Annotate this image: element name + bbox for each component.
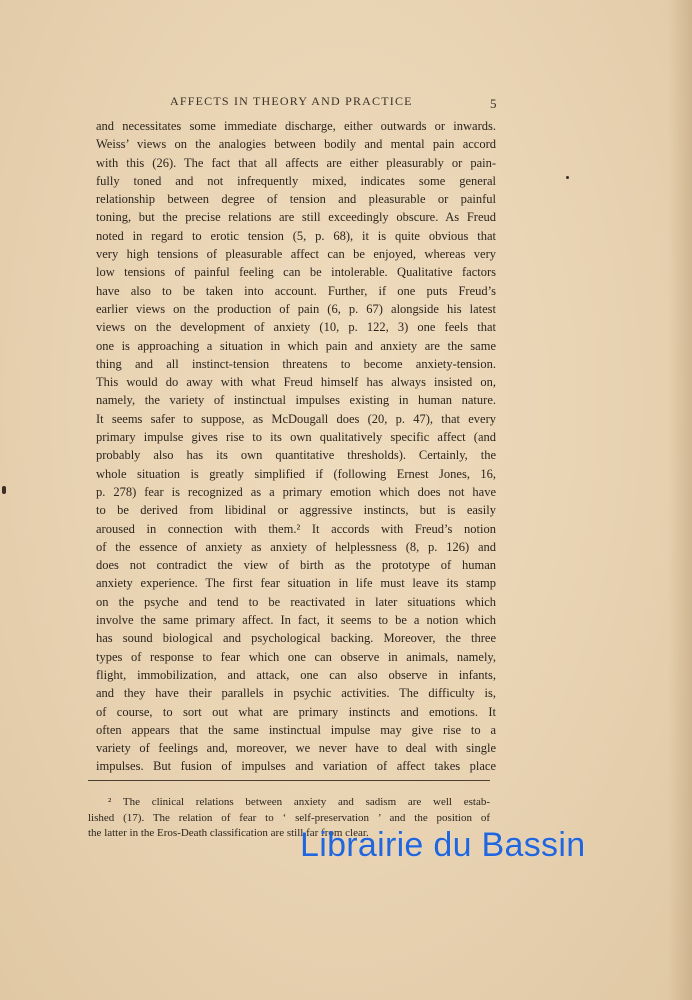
text-line: and necessitates some immediate discharge, either outwards or inwards. bbox=[96, 119, 496, 133]
text-line: does not contradict the view of birth as the prototype of human bbox=[96, 558, 496, 573]
text-line: p. 278) fear is recognized as a primary emotion which does not have bbox=[96, 484, 496, 499]
text-line: toning, but the precise relations are still exceedingly obscure. As Freud bbox=[96, 210, 496, 225]
watermark-text: Librairie du Bassin bbox=[300, 826, 586, 864]
text-line: and they have their parallels in psychic activities. The difficulty is, bbox=[96, 686, 496, 701]
page-number: 5 bbox=[490, 96, 497, 111]
text-line: probably also has its own quantitative thresholds). Certainly, the bbox=[96, 448, 496, 463]
text-line: whole situation is greatly simplified if (following Ernest Jones, 16, bbox=[96, 466, 496, 481]
text-line: has sound biological and psychological backing. Moreover, the three bbox=[96, 631, 496, 646]
text-line: have also to be taken into account. Further, if one puts Freud’s bbox=[96, 283, 496, 298]
paper-speck bbox=[566, 176, 569, 179]
text-line: flight, immobilization, and attack, one can also observe in infants, bbox=[96, 667, 496, 682]
footnote-rule bbox=[88, 780, 490, 781]
text-line: often appears that the same instinctual impulse may give rise to a bbox=[96, 722, 496, 737]
page-edge-shadow bbox=[668, 0, 692, 1000]
body-text bbox=[96, 117, 496, 776]
text-line: fully toned and not infrequently mixed, indicates some general bbox=[96, 173, 496, 188]
text-line: It seems safer to suppose, as McDougall does (20, p. 47), that every bbox=[96, 411, 496, 426]
text-line: Weiss’ views on the analogies between bodily and mental pain accord bbox=[96, 137, 496, 152]
text-line: low tensions of painful feeling can be intolerable. Qualitative factors bbox=[96, 265, 496, 280]
footnote-line: ² The clinical relations between anxiety and sadism are well estab- bbox=[108, 796, 490, 808]
text-line: one is approaching a situation in which pain and anxiety are the same bbox=[96, 338, 496, 353]
text-line: very high tensions of pleasurable affect can be enjoyed, whereas very bbox=[96, 247, 496, 262]
text-line: This would do away with what Freud himself has always insisted on, bbox=[96, 375, 496, 390]
paper-speck bbox=[2, 486, 6, 494]
text-line: to be derived from libidinal or aggressive instincts, but is easily bbox=[96, 503, 496, 518]
running-head: AFFECTS IN THEORY AND PRACTICE bbox=[170, 94, 413, 108]
text-line: thing and all instinct-tension threatens to become anxiety-tension. bbox=[96, 356, 496, 371]
text-line: of the essence of anxiety as anxiety of helplessness (8, p. 126) and bbox=[96, 539, 496, 554]
text-line: views on the development of anxiety (10, p. 122, 3) one feels that bbox=[96, 320, 496, 335]
text-line: earlier views on the production of pain (6, p. 67) alongside his latest bbox=[96, 301, 496, 316]
text-line: anxiety experience. The first fear situation in life must leave its stamp bbox=[96, 576, 496, 591]
footnote-line: lished (17). The relation of fear to ‘ self-preservation ’ and the position of bbox=[88, 811, 490, 824]
text-line: on the psyche and tend to be reactivated in later situations which bbox=[96, 594, 496, 609]
text-line: aroused in connection with them.² It accords with Freud’s notion bbox=[96, 521, 496, 536]
text-line: noted in regard to erotic tension (5, p. 68), it is quite obvious that bbox=[96, 228, 496, 243]
text-line: types of response to fear which one can observe in animals, namely, bbox=[96, 649, 496, 664]
text-line: involve the same primary affect. In fact, it seems to be a notion which bbox=[96, 613, 496, 628]
footnote-line: the latter in the Eros-Death classification are still far from clear. bbox=[88, 827, 369, 839]
text-line: variety of feelings and, moreover, we never have to deal with single bbox=[96, 741, 496, 756]
text-line: relationship between degree of tension and pleasurable or painful bbox=[96, 192, 496, 207]
text-line: namely, the variety of instinctual impulses existing in human nature. bbox=[96, 393, 496, 408]
text-line: primary impulse gives rise to its own qualitatively specific affect (and bbox=[96, 430, 496, 445]
text-line: of course, to sort out what are primary instincts and emotions. It bbox=[96, 704, 496, 719]
text-line: with this (26). The fact that all affects are either pleasurably or pain- bbox=[96, 155, 496, 170]
text-line: impulses. But fusion of impulses and variation of affect takes place bbox=[96, 759, 496, 774]
